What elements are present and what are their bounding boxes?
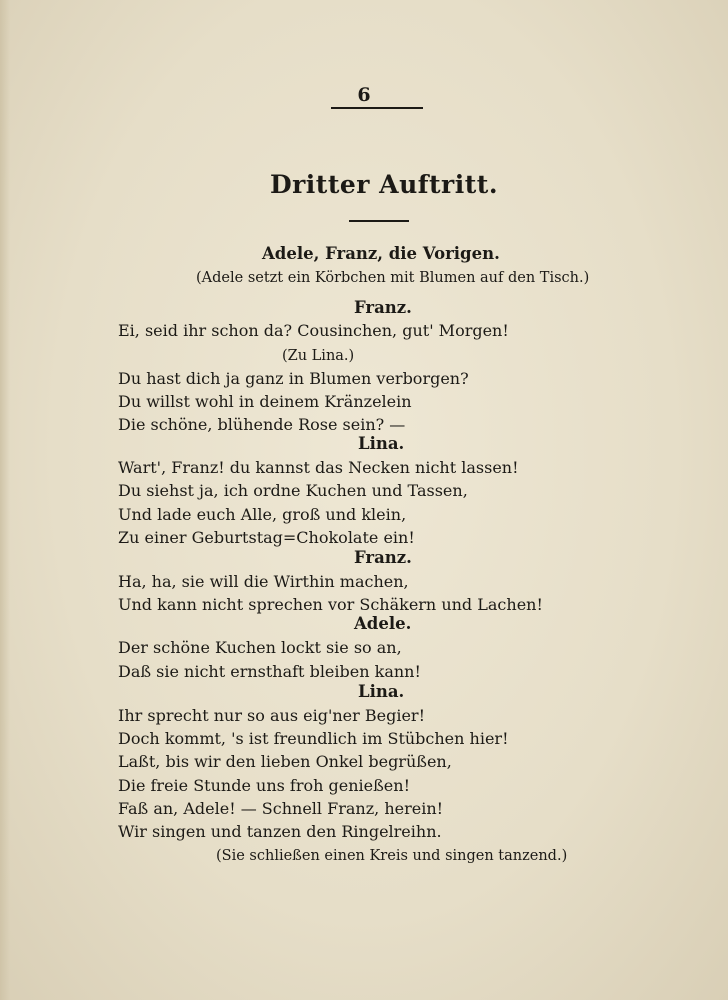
verse-line: Und kann nicht sprechen vor Schäkern und Lachen! <box>118 595 543 614</box>
verse-line: Ei, seid ihr schon da? Cousinchen, gut' Morgen! <box>118 321 509 340</box>
verse-line: Daß sie nicht ernsthaft bleiben kann! <box>118 662 421 681</box>
stage-direction: (Adele setzt ein Körbchen mit Blumen auf den Tisch.) <box>196 270 590 286</box>
verse-line: Zu einer Geburtstag=Chokolate ein! <box>118 528 415 547</box>
page-edge <box>0 0 10 1000</box>
verse-line: Doch kommt, 's ist freundlich im Stübchen hier! <box>118 729 509 748</box>
speaker-adele: Adele. <box>354 614 412 633</box>
speaker-lina: Lina. <box>358 434 405 453</box>
page-number: 6 <box>357 84 371 106</box>
verse-line: Wir singen und tanzen den Ringelreihn. <box>118 822 442 841</box>
verse-line: Ha, ha, sie will die Wirthin machen, <box>118 572 409 591</box>
verse-line: Du hast dich ja ganz in Blumen verborgen? <box>118 369 469 388</box>
verse-line: Du willst wohl in deinem Kränzelein <box>118 392 412 411</box>
verse-line: Die schöne, blühende Rose sein? — <box>118 415 406 434</box>
verse-line: Du siehst ja, ich ordne Kuchen und Tassen, <box>118 481 468 500</box>
verse-line: Der schöne Kuchen lockt sie so an, <box>118 638 402 657</box>
scene-title: Dritter Auftritt. <box>269 170 499 199</box>
speaker-franz: Franz. <box>354 298 412 317</box>
stage-direction: (Zu Lina.) <box>282 348 355 364</box>
stage-direction: (Sie schließen einen Kreis und singen tanzend.) <box>216 848 568 864</box>
verse-line: Faß an, Adele! — Schnell Franz, herein! <box>118 799 444 818</box>
title-rule <box>349 220 409 222</box>
verse-line: Ihr sprecht nur so aus eig'ner Begier! <box>118 706 425 725</box>
verse-line: Laßt, bis wir den lieben Onkel begrüßen, <box>118 752 452 771</box>
page-number-rule <box>331 107 423 109</box>
speaker-lina: Lina. <box>358 682 405 701</box>
verse-line: Die freie Stunde uns froh genießen! <box>118 776 410 795</box>
characters-heading: Adele, Franz, die Vorigen. <box>262 244 500 263</box>
verse-line: Wart', Franz! du kannst das Necken nicht lassen! <box>118 458 519 477</box>
verse-line: Und lade euch Alle, groß und klein, <box>118 505 407 524</box>
speaker-franz: Franz. <box>354 548 412 567</box>
